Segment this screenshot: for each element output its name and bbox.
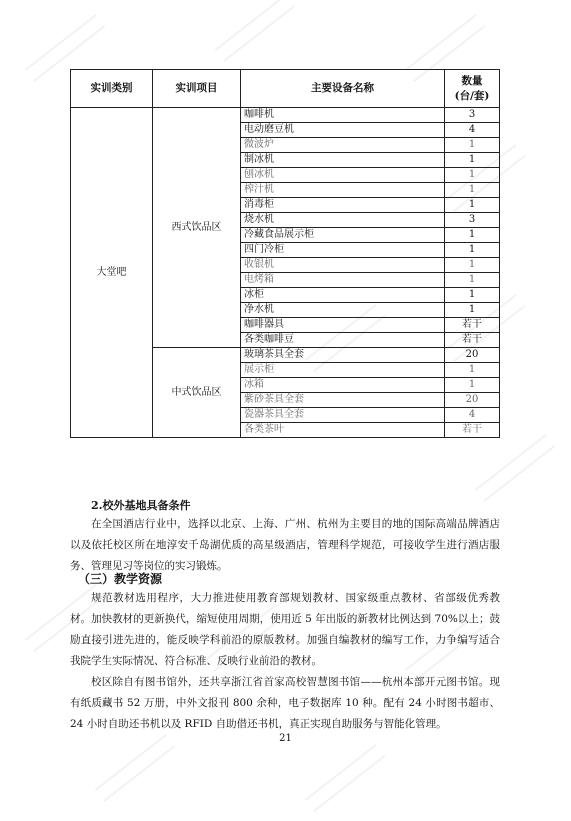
equipment-name-cell: 刨冰机 [241, 168, 445, 183]
quantity-cell: 3 [445, 213, 500, 228]
equipment-name-cell: 各类咖啡豆 [241, 333, 445, 348]
quantity-cell: 3 [445, 108, 500, 123]
quantity-cell: 1 [445, 183, 500, 198]
quantity-cell: 1 [445, 258, 500, 273]
table-row [71, 108, 500, 123]
section-3-paragraph-2: 校区除自有图书馆外，还共享浙江省首家高校智慧图书馆——杭州本部开元图书馆。现有纸质藏书 52 万册，中外文报刊 800 余种，电子数据库 10 种。配有 24 小时图书超市、24 小时自助还书机以及 RFID 自助借还书机，真正实现自助服务与智能化管理。 [70, 676, 500, 730]
category-cell: 大堂吧 [71, 108, 153, 438]
item-group-cell: 中式饮品区 [153, 348, 241, 438]
quantity-cell: 若干 [445, 423, 500, 438]
watermark [305, 744, 386, 812]
watermark [475, 434, 556, 502]
item-group-cell: 西式饮品区 [153, 108, 241, 348]
header-equipment: 主要设备名称 [241, 70, 445, 108]
quantity-cell: 20 [445, 393, 500, 408]
equipment-name-cell: 四门冷柜 [241, 243, 445, 258]
equipment-name-cell: 冰柜 [241, 288, 445, 303]
quantity-cell: 1 [445, 243, 500, 258]
page-number: 21 [279, 733, 292, 744]
quantity-cell: 1 [445, 198, 500, 213]
section-3-heading: （三）教学资源 [78, 572, 163, 586]
header-qty-label: 数量 [461, 75, 483, 88]
equipment-name-cell: 微波炉 [241, 138, 445, 153]
equipment-name-cell: 瓷器茶具全套 [241, 408, 445, 423]
quantity-cell: 若干 [445, 318, 500, 333]
equipment-name-cell: 净水机 [241, 303, 445, 318]
equipment-name-cell: 紫砂茶具全套 [241, 393, 445, 408]
quantity-cell: 4 [445, 408, 500, 423]
quantity-cell: 若干 [445, 333, 500, 348]
section-3-paragraph-1: 规范教材选用程序，大力推进使用教育部规划教材、国家级重点教材、省部级优秀教材。加快教材的更新换代，缩短使用周期，使用近 5 年出版的新教材比例达到 70%以上；鼓励直接引进先进的，能反映学科前沿的原版教材。加强自编教材的编写工作，力争编写适合我院学生实际情况、符合标准、反映行业前沿的教材。 [70, 592, 500, 667]
equipment-name-cell: 玻璃茶具全套 [241, 348, 445, 363]
quantity-cell: 1 [445, 288, 500, 303]
header-qty [445, 70, 500, 108]
equipment-name-cell: 收银机 [241, 258, 445, 273]
quantity-cell: 1 [445, 228, 500, 243]
section-2-paragraph: 在全国酒店行业中，选择以北京、上海、广州、杭州为主要目的地的国际高端品牌酒店以及依托校区所在地淳安千岛湖优质的高星级酒店，管理科学规范，可接收学生进行酒店服务、管理见习等岗位的实习锻炼。 [70, 518, 500, 572]
quantity-cell: 1 [445, 138, 500, 153]
equipment-name-cell: 各类茶叶 [241, 423, 445, 438]
equipment-name-cell: 展示柜 [241, 363, 445, 378]
watermark [215, 0, 296, 62]
equipment-name-cell: 冰箱 [241, 378, 445, 393]
equipment-name-cell: 制冰机 [241, 153, 445, 168]
header-item: 实训项目 [153, 70, 241, 108]
quantity-cell: 1 [445, 303, 500, 318]
equipment-name-cell: 烧水机 [241, 213, 445, 228]
header-qty-unit: (台/套) [454, 89, 490, 102]
table-header-row [71, 70, 500, 108]
equipment-name-cell: 冷藏食品展示柜 [241, 228, 445, 243]
quantity-cell: 1 [445, 153, 500, 168]
equipment-name-cell: 消毒柜 [241, 198, 445, 213]
quantity-cell: 1 [445, 378, 500, 393]
equipment-name-cell: 咖啡器具 [241, 318, 445, 333]
equipment-name-cell: 咖啡机 [241, 108, 445, 123]
quantity-cell: 1 [445, 273, 500, 288]
quantity-cell: 1 [445, 168, 500, 183]
quantity-cell: 1 [445, 363, 500, 378]
table-body [71, 108, 500, 438]
watermark [95, 734, 176, 802]
equipment-name-cell: 电烤箱 [241, 273, 445, 288]
equipment-table [70, 69, 500, 438]
section-2-heading: 2.校外基地具备条件 [91, 499, 191, 512]
quantity-cell: 20 [445, 348, 500, 363]
quantity-cell: 4 [445, 123, 500, 138]
equipment-name-cell: 榨汁机 [241, 183, 445, 198]
equipment-name-cell: 电动磨豆机 [241, 123, 445, 138]
header-category: 实训类别 [71, 70, 153, 108]
